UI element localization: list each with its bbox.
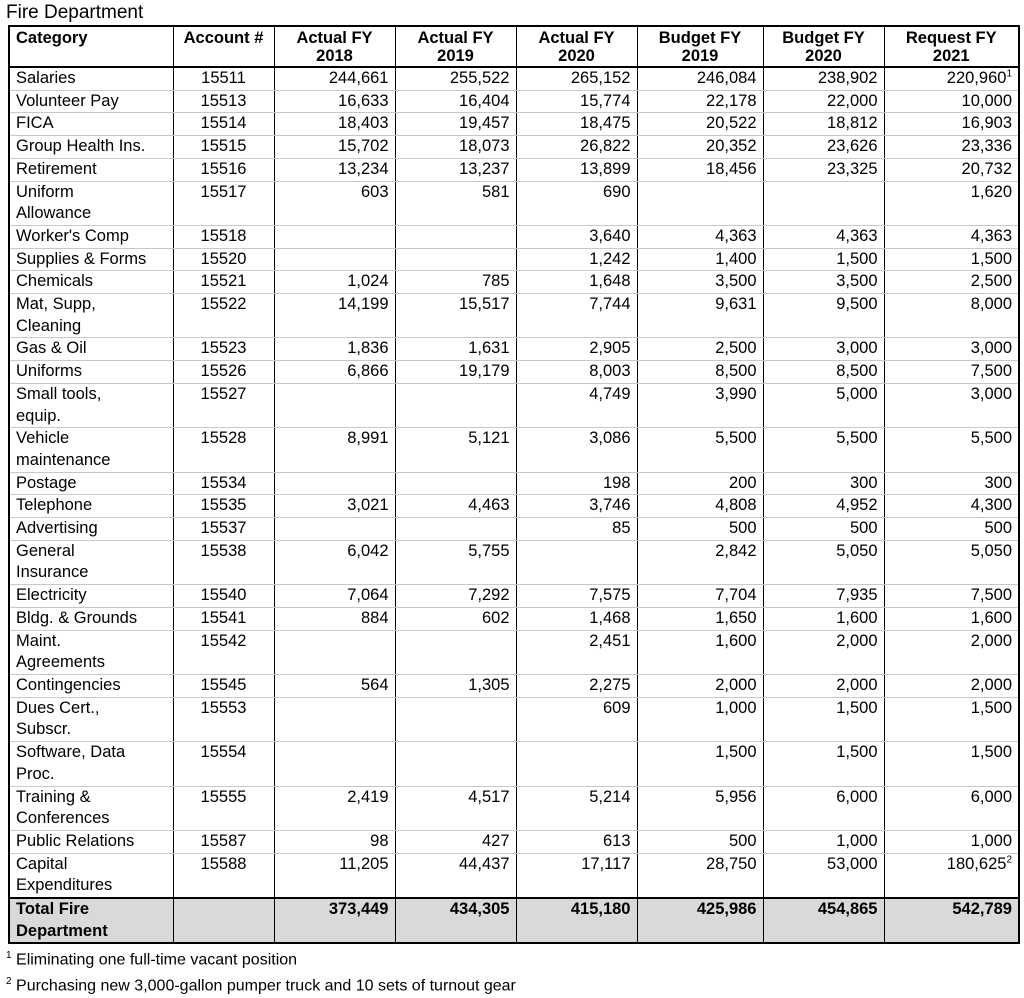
row-actual-2019: 1,305: [395, 674, 516, 697]
row-account: 15534: [173, 472, 274, 495]
row-budget-2019: 18,456: [637, 158, 763, 181]
row-actual-2019: 602: [395, 607, 516, 630]
row-request-2021: 500: [884, 518, 1019, 541]
total-budget-2019: 425,986: [637, 898, 763, 943]
row-category: Telephone: [9, 495, 173, 518]
row-actual-2019: [395, 697, 516, 741]
row-account: 15527: [173, 383, 274, 427]
row-actual-2019: 44,437: [395, 853, 516, 898]
row-account: 15528: [173, 428, 274, 472]
row-category: Advertising: [9, 518, 173, 541]
table-row: [9, 181, 1019, 225]
row-budget-2019: 22,178: [637, 90, 763, 113]
table-row: [9, 630, 1019, 674]
row-actual-2019: 581: [395, 181, 516, 225]
row-actual-2020: 2,905: [516, 338, 637, 361]
table-row: [9, 697, 1019, 741]
row-budget-2020: 3,000: [763, 338, 884, 361]
row-actual-2018: [274, 248, 395, 271]
row-budget-2019: 4,808: [637, 495, 763, 518]
row-actual-2019: 5,755: [395, 540, 516, 584]
row-budget-2020: 6,000: [763, 786, 884, 830]
row-budget-2020: 5,050: [763, 540, 884, 584]
row-budget-2020: [763, 181, 884, 225]
row-actual-2020: 3,640: [516, 225, 637, 248]
row-actual-2019: [395, 518, 516, 541]
row-category: General Insurance: [9, 540, 173, 584]
table-row: [9, 518, 1019, 541]
row-actual-2020: 85: [516, 518, 637, 541]
row-request-2021: 1,500: [884, 248, 1019, 271]
table-row: [9, 674, 1019, 697]
row-request-2021: 20,732: [884, 158, 1019, 181]
row-category: Supplies & Forms: [9, 248, 173, 271]
row-category: Electricity: [9, 585, 173, 608]
row-actual-2018: 15,702: [274, 136, 395, 159]
row-category: Group Health Ins.: [9, 136, 173, 159]
footnote-2: [6, 971, 516, 997]
row-actual-2018: 16,633: [274, 90, 395, 113]
row-request-2021: 300: [884, 472, 1019, 495]
row-account: 15516: [173, 158, 274, 181]
row-category: Mat, Supp, Cleaning: [9, 294, 173, 338]
row-actual-2019: 4,463: [395, 495, 516, 518]
row-actual-2018: 98: [274, 830, 395, 853]
row-actual-2019: 15,517: [395, 294, 516, 338]
footnote-ref: 2: [1006, 854, 1012, 866]
row-category: Software, Data Proc.: [9, 742, 173, 786]
row-budget-2020: 500: [763, 518, 884, 541]
row-actual-2020: 15,774: [516, 90, 637, 113]
table-row: [9, 113, 1019, 136]
row-budget-2020: 4,952: [763, 495, 884, 518]
row-request-2021: 7,500: [884, 361, 1019, 384]
row-request-2021: 6,000: [884, 786, 1019, 830]
header-budget-2020: Budget FY 2020: [763, 26, 884, 67]
row-actual-2019: 18,073: [395, 136, 516, 159]
row-budget-2019: 20,522: [637, 113, 763, 136]
row-budget-2019: 500: [637, 830, 763, 853]
table-row: [9, 786, 1019, 830]
row-category: Bldg. & Grounds: [9, 607, 173, 630]
table-row: [9, 361, 1019, 384]
row-actual-2018: 14,199: [274, 294, 395, 338]
header-actual-2020: Actual FY 2020: [516, 26, 637, 67]
total-actual-2018: 373,449: [274, 898, 395, 943]
row-actual-2020: 17,117: [516, 853, 637, 898]
row-actual-2019: [395, 630, 516, 674]
row-account: 15545: [173, 674, 274, 697]
row-category: Worker's Comp: [9, 225, 173, 248]
row-actual-2020: 3,746: [516, 495, 637, 518]
row-actual-2020: 1,648: [516, 271, 637, 294]
table-row: [9, 90, 1019, 113]
row-account: 15555: [173, 786, 274, 830]
total-row: [9, 898, 1019, 943]
row-budget-2020: 22,000: [763, 90, 884, 113]
row-actual-2020: 609: [516, 697, 637, 741]
row-budget-2019: 5,500: [637, 428, 763, 472]
row-actual-2018: [274, 518, 395, 541]
page-title: Fire Department: [6, 2, 144, 23]
row-actual-2020: 2,275: [516, 674, 637, 697]
row-budget-2019: 4,363: [637, 225, 763, 248]
row-actual-2018: [274, 742, 395, 786]
row-budget-2019: 2,000: [637, 674, 763, 697]
row-budget-2019: 3,990: [637, 383, 763, 427]
row-actual-2018: 884: [274, 607, 395, 630]
row-budget-2020: 1,600: [763, 607, 884, 630]
row-account: 15535: [173, 495, 274, 518]
row-category: Contingencies: [9, 674, 173, 697]
row-budget-2020: 2,000: [763, 674, 884, 697]
row-request-2021: 23,336: [884, 136, 1019, 159]
row-request-2021: 2,000: [884, 674, 1019, 697]
row-budget-2020: 238,902: [763, 67, 884, 90]
row-budget-2019: 20,352: [637, 136, 763, 159]
row-actual-2018: 1,836: [274, 338, 395, 361]
row-actual-2019: 785: [395, 271, 516, 294]
row-actual-2018: 1,024: [274, 271, 395, 294]
row-account: 15511: [173, 67, 274, 90]
total-budget-2020: 454,865: [763, 898, 884, 943]
row-category: Uniforms: [9, 361, 173, 384]
row-actual-2018: 18,403: [274, 113, 395, 136]
row-category: Capital Expenditures: [9, 853, 173, 898]
table-row: [9, 585, 1019, 608]
row-request-2021: 5,050: [884, 540, 1019, 584]
row-account: 15515: [173, 136, 274, 159]
row-account: 15538: [173, 540, 274, 584]
table-row: [9, 136, 1019, 159]
table-row: [9, 158, 1019, 181]
row-actual-2020: 1,468: [516, 607, 637, 630]
row-budget-2020: 2,000: [763, 630, 884, 674]
row-budget-2019: 500: [637, 518, 763, 541]
row-actual-2020: 265,152: [516, 67, 637, 90]
row-category: Gas & Oil: [9, 338, 173, 361]
row-account: 15522: [173, 294, 274, 338]
row-request-2021: 1,620: [884, 181, 1019, 225]
row-request-2021: 1,500: [884, 697, 1019, 741]
footnote-1: [6, 945, 516, 971]
row-actual-2019: 1,631: [395, 338, 516, 361]
row-actual-2020: [516, 540, 637, 584]
row-category: Training & Conferences: [9, 786, 173, 830]
row-actual-2018: [274, 630, 395, 674]
row-actual-2019: [395, 248, 516, 271]
row-account: 15520: [173, 248, 274, 271]
row-request-2021: 7,500: [884, 585, 1019, 608]
row-budget-2019: [637, 181, 763, 225]
row-budget-2019: 9,631: [637, 294, 763, 338]
row-request-2021: 2,500: [884, 271, 1019, 294]
row-actual-2020: 5,214: [516, 786, 637, 830]
table-row: [9, 67, 1019, 90]
row-actual-2018: 3,021: [274, 495, 395, 518]
table-row: [9, 607, 1019, 630]
row-request-2021: 10,000: [884, 90, 1019, 113]
row-category: Uniform Allowance: [9, 181, 173, 225]
row-budget-2019: 2,500: [637, 338, 763, 361]
row-budget-2020: 1,500: [763, 697, 884, 741]
header-actual-2018: Actual FY 2018: [274, 26, 395, 67]
row-budget-2019: 7,704: [637, 585, 763, 608]
row-category: Retirement: [9, 158, 173, 181]
row-actual-2018: 244,661: [274, 67, 395, 90]
footnote-mark: 2: [6, 976, 12, 988]
row-actual-2018: 6,866: [274, 361, 395, 384]
row-budget-2019: 1,600: [637, 630, 763, 674]
total-account: [173, 898, 274, 943]
row-budget-2019: 3,500: [637, 271, 763, 294]
row-actual-2019: [395, 472, 516, 495]
row-budget-2020: 1,000: [763, 830, 884, 853]
row-budget-2020: 23,626: [763, 136, 884, 159]
row-actual-2019: [395, 383, 516, 427]
row-budget-2020: 5,500: [763, 428, 884, 472]
row-actual-2018: 11,205: [274, 853, 395, 898]
row-budget-2020: 4,363: [763, 225, 884, 248]
row-actual-2018: [274, 383, 395, 427]
row-category: Small tools, equip.: [9, 383, 173, 427]
row-account: 15518: [173, 225, 274, 248]
row-account: 15587: [173, 830, 274, 853]
row-actual-2018: 13,234: [274, 158, 395, 181]
row-budget-2019: 200: [637, 472, 763, 495]
row-actual-2018: [274, 472, 395, 495]
row-actual-2020: 26,822: [516, 136, 637, 159]
row-budget-2020: 23,325: [763, 158, 884, 181]
row-actual-2020: 13,899: [516, 158, 637, 181]
row-budget-2019: 1,400: [637, 248, 763, 271]
header-account: Account #: [173, 26, 274, 67]
table-row: [9, 271, 1019, 294]
row-account: 15542: [173, 630, 274, 674]
row-actual-2018: 564: [274, 674, 395, 697]
row-account: 15517: [173, 181, 274, 225]
row-category: Postage: [9, 472, 173, 495]
row-actual-2019: [395, 225, 516, 248]
row-actual-2020: 613: [516, 830, 637, 853]
row-actual-2018: 7,064: [274, 585, 395, 608]
row-budget-2020: 8,500: [763, 361, 884, 384]
row-request-2021: 4,300: [884, 495, 1019, 518]
row-account: 15521: [173, 271, 274, 294]
row-budget-2020: 1,500: [763, 248, 884, 271]
row-actual-2020: 1,242: [516, 248, 637, 271]
row-budget-2019: 1,000: [637, 697, 763, 741]
row-budget-2020: 7,935: [763, 585, 884, 608]
row-category: Public Relations: [9, 830, 173, 853]
row-budget-2020: 53,000: [763, 853, 884, 898]
table-row: [9, 853, 1019, 898]
row-actual-2018: [274, 225, 395, 248]
row-request-2021: 1,600: [884, 607, 1019, 630]
row-actual-2019: 16,404: [395, 90, 516, 113]
row-account: 15514: [173, 113, 274, 136]
row-actual-2018: 2,419: [274, 786, 395, 830]
footnote-mark: 1: [6, 950, 12, 961]
row-request-2021: 4,363: [884, 225, 1019, 248]
header-row: [9, 26, 1019, 67]
total-actual-2020: 415,180: [516, 898, 637, 943]
row-actual-2020: 8,003: [516, 361, 637, 384]
table-row: [9, 294, 1019, 338]
footnotes: [6, 945, 516, 998]
row-category: Maint. Agreements: [9, 630, 173, 674]
row-budget-2019: 1,500: [637, 742, 763, 786]
row-request-2021: 3,000: [884, 383, 1019, 427]
table-row: [9, 225, 1019, 248]
table-row: [9, 383, 1019, 427]
table-row: [9, 472, 1019, 495]
header-request-2021: Request FY 2021: [884, 26, 1019, 67]
total-actual-2019: 434,305: [395, 898, 516, 943]
row-actual-2020: 4,749: [516, 383, 637, 427]
row-account: 15554: [173, 742, 274, 786]
row-actual-2020: 7,744: [516, 294, 637, 338]
row-budget-2020: 18,812: [763, 113, 884, 136]
row-account: 15541: [173, 607, 274, 630]
row-actual-2019: 19,179: [395, 361, 516, 384]
row-account: 15553: [173, 697, 274, 741]
row-request-2021: 220,960$^1$: [884, 67, 1019, 90]
row-actual-2020: 198: [516, 472, 637, 495]
row-account: 15537: [173, 518, 274, 541]
table-row: [9, 495, 1019, 518]
header-actual-2019: Actual FY 2019: [395, 26, 516, 67]
table-row: [9, 540, 1019, 584]
row-request-2021: 1,000: [884, 830, 1019, 853]
header-budget-2019: Budget FY 2019: [637, 26, 763, 67]
row-request-2021: 1,500: [884, 742, 1019, 786]
row-budget-2019: 8,500: [637, 361, 763, 384]
row-actual-2018: 8,991: [274, 428, 395, 472]
budget-table: [8, 25, 1020, 944]
row-account: 15523: [173, 338, 274, 361]
table-row: [9, 248, 1019, 271]
row-account: 15526: [173, 361, 274, 384]
row-budget-2019: 246,084: [637, 67, 763, 90]
row-budget-2019: 2,842: [637, 540, 763, 584]
row-request-2021: 8,000: [884, 294, 1019, 338]
row-actual-2020: [516, 742, 637, 786]
row-account: 15540: [173, 585, 274, 608]
row-category: FICA: [9, 113, 173, 136]
footnote-ref: 1: [1006, 68, 1012, 80]
row-budget-2020: 1,500: [763, 742, 884, 786]
row-category: Chemicals: [9, 271, 173, 294]
row-request-2021: 180,625$^2$: [884, 853, 1019, 898]
row-request-2021: 5,500: [884, 428, 1019, 472]
footnote-text: Purchasing new 3,000-gallon pumper truck and 10 sets of turnout gear: [16, 977, 516, 995]
row-actual-2018: [274, 697, 395, 741]
row-budget-2020: 5,000: [763, 383, 884, 427]
row-actual-2018: 603: [274, 181, 395, 225]
row-account: 15513: [173, 90, 274, 113]
row-request-2021: 2,000: [884, 630, 1019, 674]
row-account: 15588: [173, 853, 274, 898]
total-label: Total Fire Department: [9, 898, 173, 943]
row-actual-2019: 4,517: [395, 786, 516, 830]
row-category: Dues Cert., Subscr.: [9, 697, 173, 741]
header-category: Category: [9, 26, 173, 67]
row-actual-2020: 690: [516, 181, 637, 225]
row-actual-2019: 7,292: [395, 585, 516, 608]
row-actual-2019: 255,522: [395, 67, 516, 90]
row-category: Volunteer Pay: [9, 90, 173, 113]
row-actual-2020: 2,451: [516, 630, 637, 674]
row-budget-2019: 1,650: [637, 607, 763, 630]
row-category: Salaries: [9, 67, 173, 90]
row-budget-2019: 5,956: [637, 786, 763, 830]
row-actual-2019: 427: [395, 830, 516, 853]
row-budget-2020: 9,500: [763, 294, 884, 338]
row-actual-2020: 7,575: [516, 585, 637, 608]
row-actual-2018: 6,042: [274, 540, 395, 584]
row-category: Vehicle maintenance: [9, 428, 173, 472]
row-budget-2020: 3,500: [763, 271, 884, 294]
row-actual-2019: [395, 742, 516, 786]
row-actual-2020: 18,475: [516, 113, 637, 136]
total-request-2021: 542,789: [884, 898, 1019, 943]
row-request-2021: 3,000: [884, 338, 1019, 361]
row-actual-2019: 13,237: [395, 158, 516, 181]
row-actual-2019: 5,121: [395, 428, 516, 472]
row-budget-2019: 28,750: [637, 853, 763, 898]
table-row: [9, 338, 1019, 361]
row-actual-2019: 19,457: [395, 113, 516, 136]
table-row: [9, 428, 1019, 472]
row-actual-2020: 3,086: [516, 428, 637, 472]
footnote-text: Eliminating one full-time vacant position: [16, 951, 298, 969]
table-row: [9, 830, 1019, 853]
row-request-2021: 16,903: [884, 113, 1019, 136]
table-row: [9, 742, 1019, 786]
row-budget-2020: 300: [763, 472, 884, 495]
